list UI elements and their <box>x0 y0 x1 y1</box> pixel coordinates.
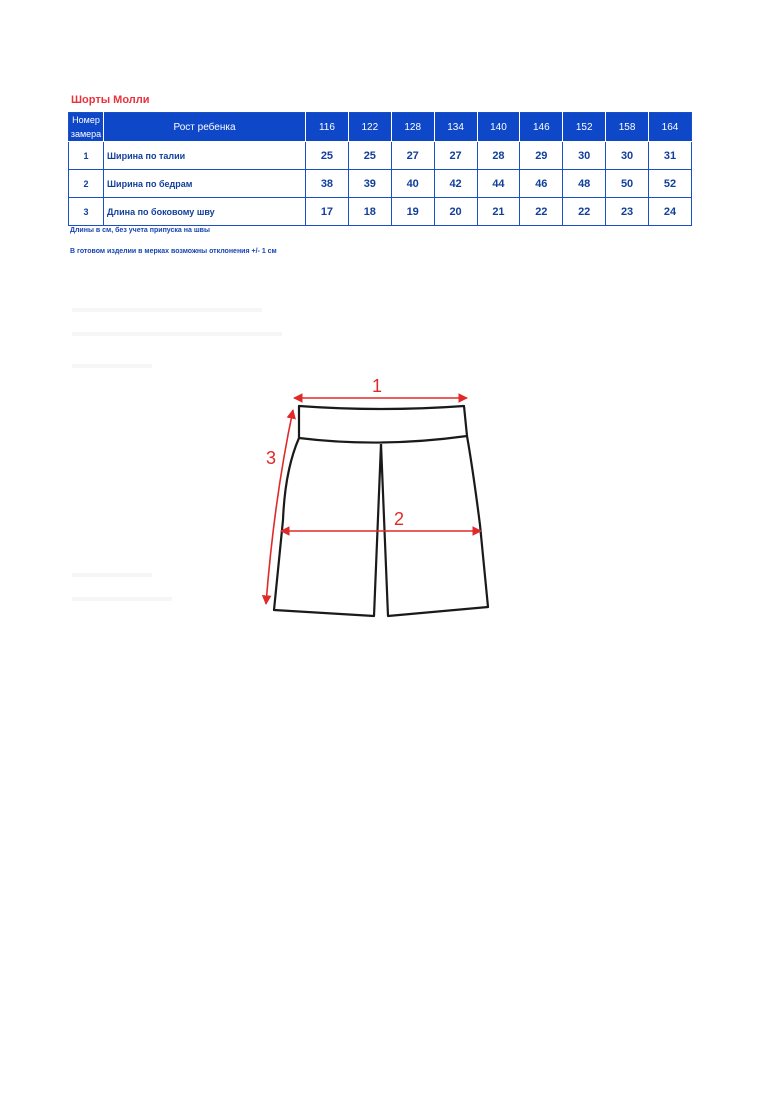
row-number: 2 <box>69 170 104 198</box>
side-seam-arrow <box>266 410 293 604</box>
measurement-value: 20 <box>434 198 477 226</box>
measurement-value: 48 <box>563 170 606 198</box>
measurement-value: 22 <box>563 198 606 226</box>
header-size: 164 <box>649 113 692 142</box>
header-measure-number: Номер замера <box>69 113 104 142</box>
header-size: 158 <box>606 113 649 142</box>
header-size: 122 <box>348 113 391 142</box>
measurement-value: 42 <box>434 170 477 198</box>
measurement-value: 27 <box>391 142 434 170</box>
measurement-value: 38 <box>306 170 349 198</box>
measurement-value: 22 <box>520 198 563 226</box>
measure-label-1: 1 <box>372 376 383 396</box>
shorts-outline <box>274 406 488 616</box>
measurement-name: Ширина по талии <box>104 142 306 170</box>
table-row <box>69 170 692 198</box>
header-size: 146 <box>520 113 563 142</box>
measurement-value: 25 <box>306 142 349 170</box>
measurement-value: 17 <box>306 198 349 226</box>
left-leg <box>274 438 381 616</box>
header-size: 116 <box>306 113 349 142</box>
header-child-height: Рост ребенка <box>104 113 306 142</box>
product-title: Шорты Молли <box>71 94 150 106</box>
size-table <box>68 112 692 226</box>
measurement-value: 46 <box>520 170 563 198</box>
measurement-value: 30 <box>606 142 649 170</box>
measurement-value: 21 <box>477 198 520 226</box>
measurement-value: 23 <box>606 198 649 226</box>
measurement-name: Ширина по бедрам <box>104 170 306 198</box>
measurement-value: 29 <box>520 142 563 170</box>
measurement-value: 18 <box>348 198 391 226</box>
measure-label-2: 2 <box>394 509 405 529</box>
measurement-value: 40 <box>391 170 434 198</box>
measurement-value: 27 <box>434 142 477 170</box>
measurement-value: 52 <box>649 170 692 198</box>
table-row <box>69 198 692 226</box>
faint-artifact <box>72 308 262 312</box>
row-number: 1 <box>69 142 104 170</box>
note-deviation: В готовом изделии в мерках возможны отклонения +/- 1 см <box>70 248 277 255</box>
header-size: 152 <box>563 113 606 142</box>
faint-artifact <box>72 332 282 336</box>
header-size: 134 <box>434 113 477 142</box>
header-size: 140 <box>477 113 520 142</box>
measurement-value: 28 <box>477 142 520 170</box>
faint-artifact <box>72 597 172 601</box>
note-seam-allowance: Длины в см, без учета припуска на швы <box>70 227 210 234</box>
measurement-value: 50 <box>606 170 649 198</box>
waistband <box>299 406 467 443</box>
row-number: 3 <box>69 198 104 226</box>
measurement-value: 24 <box>649 198 692 226</box>
faint-artifact <box>72 573 152 577</box>
shorts-diagram <box>250 368 510 628</box>
measure-label-3: 3 <box>266 448 277 468</box>
table-row <box>69 142 692 170</box>
header-size: 128 <box>391 113 434 142</box>
size-table-header <box>69 113 692 142</box>
measurement-value: 39 <box>348 170 391 198</box>
measurement-value: 30 <box>563 142 606 170</box>
faint-artifact <box>72 364 152 368</box>
measurement-value: 19 <box>391 198 434 226</box>
measurement-value: 25 <box>348 142 391 170</box>
measurement-value: 44 <box>477 170 520 198</box>
measurement-value: 31 <box>649 142 692 170</box>
measurement-name: Длина по боковому шву <box>104 198 306 226</box>
